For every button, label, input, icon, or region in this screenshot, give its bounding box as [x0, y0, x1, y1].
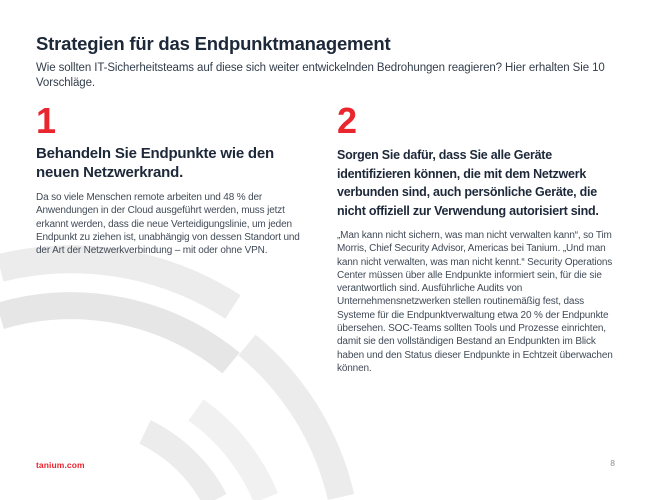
section-2-heading: Sorgen Sie dafür, dass Sie alle Geräte identifizieren können, die mit dem Netzwerk verbunden sind, auch persönliche Geräte, die nicht offiziell zur Verwendung autorisiert sind.: [337, 148, 599, 218]
section-1-heading: Behandeln Sie Endpunkte wie den neuen Netzwerkrand.: [36, 145, 275, 181]
page-title: Strategien für das Endpunktmanagement: [36, 33, 391, 54]
section-1-number: 1: [36, 100, 57, 141]
page-subtitle: Wie sollten IT-Sicherheitsteams auf diese sich weiter entwickelnden Bedrohungen reagieren? Hier erhalten Sie 10 Vorschläge.: [36, 62, 605, 89]
section-1: [36, 100, 308, 257]
page-number: 8: [610, 458, 615, 468]
section-2-number: 2: [337, 100, 358, 141]
section-2: [337, 100, 617, 375]
footer-site-link[interactable]: tanium.com: [36, 460, 85, 470]
section-1-body: Da so viele Menschen remote arbeiten und 48 % der Anwendungen in der Cloud ausgeführt werden, muss jetzt erkannt werden, dass die neue Verteidigungslinie, um jeden Endpunkt zu ziehen ist, unabhängig von dessen Standort und der Art der Netzwerkverbindung – mit oder ohne VPN.: [36, 192, 300, 257]
section-2-body: „Man kann nicht sichern, was man nicht verwalten kann“, so Tim Morris, Chief Security Advisor, Americas bei Tanium. „Und man kann nicht verwalten, was man nicht kennt.“ Security Operations Center müssen über alle Endpunkte informiert sein, für die sie verantwortlich sind. Ausführliche Audits von Unternehmensnetzwerken stellen routinemäßig fest, dass Systeme für die Endpunktverwaltung etwa 20 % der Endpunkte übersehen. SOC-Teams sollten Tools und Prozesse einrichten, damit sie den vollständigen Bestand an Endpunkten im Blick haben und den Status dieser Endpunkte in Echtzeit überwachen können.: [337, 230, 613, 374]
